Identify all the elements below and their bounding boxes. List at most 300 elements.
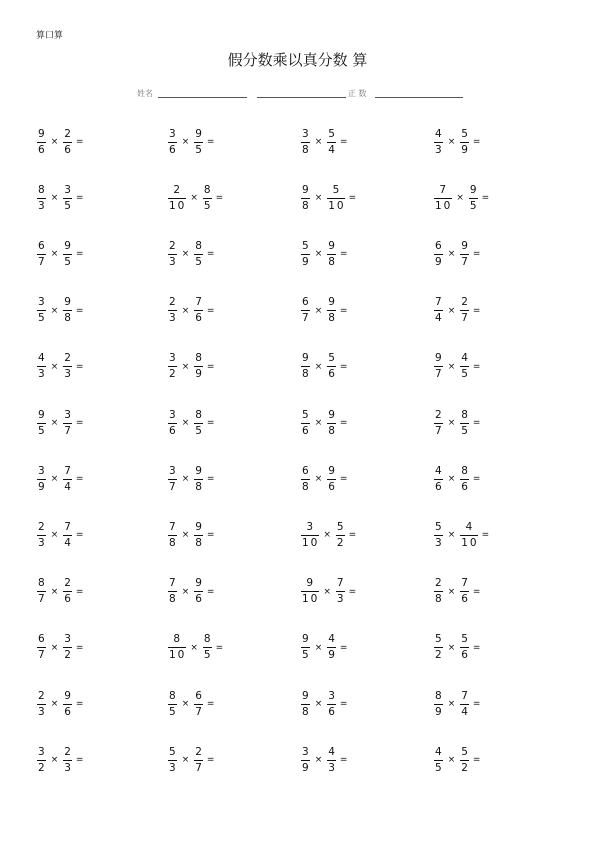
fraction xyxy=(433,240,444,269)
problem-item xyxy=(167,122,214,162)
denominator: 10 xyxy=(169,649,187,662)
fraction-bar xyxy=(63,647,72,648)
fraction-bar xyxy=(460,479,469,480)
numerator: 3 xyxy=(64,183,73,196)
numerator: 9 xyxy=(461,239,470,252)
fraction xyxy=(459,465,470,494)
equals-sign: = xyxy=(472,418,481,428)
times-sign: × xyxy=(50,305,59,316)
fraction-bar xyxy=(327,254,336,255)
problem-item xyxy=(300,740,347,780)
numerator: 3 xyxy=(302,745,311,758)
times-sign: × xyxy=(181,418,190,428)
fraction xyxy=(459,577,470,606)
problem-item xyxy=(433,628,480,668)
numerator: 9 xyxy=(195,464,204,477)
equals-sign: = xyxy=(75,755,84,766)
numerator: 8 xyxy=(38,183,47,196)
numerator: 7 xyxy=(64,464,73,477)
numerator: 8 xyxy=(461,408,470,421)
numerator: 6 xyxy=(302,296,311,309)
fraction-bar xyxy=(194,479,203,480)
numerator: 4 xyxy=(328,633,337,646)
equals-sign: = xyxy=(339,361,348,372)
equals-sign: = xyxy=(472,699,481,709)
fraction-bar xyxy=(301,647,310,648)
numerator: 5 xyxy=(435,633,444,646)
equals-sign: = xyxy=(348,586,357,597)
times-sign: × xyxy=(181,249,190,260)
problem-item xyxy=(36,291,83,331)
fraction-bar xyxy=(37,647,46,648)
fraction xyxy=(433,128,444,157)
header-tag: 算口算 xyxy=(36,31,64,41)
problem-item xyxy=(300,178,356,218)
denominator: 2 xyxy=(336,536,346,549)
fraction xyxy=(433,521,444,550)
equals-sign: = xyxy=(206,305,215,316)
fraction-bar xyxy=(301,198,310,199)
fraction-bar xyxy=(168,142,177,143)
name-label: 姓名 xyxy=(137,89,153,98)
fraction-bar xyxy=(460,647,469,648)
equals-sign: = xyxy=(75,418,84,428)
fraction-bar xyxy=(37,366,46,367)
denominator: 3 xyxy=(64,761,73,774)
denominator: 3 xyxy=(38,705,47,718)
denominator: 5 xyxy=(38,312,47,325)
equals-sign: = xyxy=(206,418,215,428)
fraction-bar xyxy=(194,423,203,424)
fraction-bar xyxy=(327,366,336,367)
problem-item xyxy=(167,459,214,499)
numerator: 2 xyxy=(169,296,178,309)
fraction-bar xyxy=(460,704,469,705)
fraction xyxy=(36,633,47,662)
fraction-bar xyxy=(37,591,46,592)
fraction-bar xyxy=(327,142,336,143)
fraction-bar xyxy=(194,535,203,536)
denominator: 6 xyxy=(435,480,444,493)
fraction xyxy=(433,184,452,213)
fraction xyxy=(193,240,204,269)
numerator: 9 xyxy=(302,352,311,365)
numerator: 6 xyxy=(302,464,311,477)
problem-item xyxy=(36,628,83,668)
fraction-bar xyxy=(168,591,177,592)
fraction xyxy=(202,184,213,213)
fraction-bar xyxy=(37,704,46,705)
fraction xyxy=(459,296,470,325)
fraction-bar xyxy=(301,760,310,761)
equals-sign: = xyxy=(206,361,215,372)
fraction xyxy=(36,577,47,606)
times-sign: × xyxy=(50,193,59,204)
numerator: 4 xyxy=(435,127,444,140)
equals-sign: = xyxy=(75,586,84,597)
numerator: 9 xyxy=(64,689,73,702)
problem-item xyxy=(167,178,223,218)
numerator: 5 xyxy=(461,127,470,140)
equals-sign: = xyxy=(75,530,84,541)
fraction-bar xyxy=(434,591,443,592)
numerator: 6 xyxy=(38,239,47,252)
times-sign: × xyxy=(447,530,456,541)
denominator: 10 xyxy=(169,199,187,212)
denominator: 7 xyxy=(302,312,311,325)
equals-sign: = xyxy=(339,305,348,316)
fraction-bar xyxy=(37,254,46,255)
fraction-bar xyxy=(194,254,203,255)
denominator: 5 xyxy=(203,649,213,662)
numerator: 2 xyxy=(195,745,204,758)
equals-sign: = xyxy=(339,699,348,709)
problem-item xyxy=(433,291,480,331)
denominator: 3 xyxy=(38,536,47,549)
numerator: 9 xyxy=(469,183,479,196)
numerator: 8 xyxy=(169,689,178,702)
denominator: 9 xyxy=(435,705,444,718)
numerator: 2 xyxy=(64,745,73,758)
times-sign: × xyxy=(314,249,323,260)
denominator: 6 xyxy=(328,705,337,718)
fraction-bar xyxy=(434,142,443,143)
fraction-bar xyxy=(434,254,443,255)
fraction-bar xyxy=(168,535,177,536)
fraction xyxy=(36,521,47,550)
fraction xyxy=(36,352,47,381)
denominator: 3 xyxy=(328,761,337,774)
problem-item xyxy=(36,178,83,218)
fraction-bar xyxy=(327,704,336,705)
denominator: 8 xyxy=(328,424,337,437)
denominator: 3 xyxy=(64,368,73,381)
denominator: 7 xyxy=(38,649,47,662)
fraction xyxy=(36,296,47,325)
equals-sign: = xyxy=(206,249,215,260)
problem-item xyxy=(433,572,480,612)
equals-sign: = xyxy=(206,755,215,766)
problem-item xyxy=(433,684,480,724)
equals-sign: = xyxy=(339,755,348,766)
denominator: 10 xyxy=(302,593,320,606)
fraction-bar xyxy=(37,310,46,311)
denominator: 6 xyxy=(38,143,47,156)
problem-item xyxy=(167,740,214,780)
numerator: 3 xyxy=(38,745,47,758)
denominator: 3 xyxy=(435,536,444,549)
times-sign: × xyxy=(181,361,190,372)
denominator: 7 xyxy=(435,424,444,437)
fraction-bar xyxy=(63,535,72,536)
fraction-bar xyxy=(37,760,46,761)
numerator: 9 xyxy=(195,577,204,590)
times-sign: × xyxy=(314,137,323,147)
fraction xyxy=(433,352,444,381)
fraction-bar xyxy=(434,198,452,199)
numerator: 8 xyxy=(203,633,213,646)
equals-sign: = xyxy=(75,699,84,709)
fraction-bar xyxy=(63,254,72,255)
numerator: 8 xyxy=(195,352,204,365)
fraction xyxy=(433,577,444,606)
denominator: 5 xyxy=(469,199,479,212)
fraction xyxy=(433,465,444,494)
fraction-bar xyxy=(194,142,203,143)
fraction xyxy=(167,633,186,662)
fraction-bar xyxy=(301,423,310,424)
times-sign: × xyxy=(314,755,323,766)
numerator: 8 xyxy=(435,689,444,702)
times-sign: × xyxy=(323,586,331,597)
equals-sign: = xyxy=(481,193,490,204)
problem-item xyxy=(433,122,480,162)
times-sign: × xyxy=(456,193,464,204)
fraction-bar xyxy=(301,535,319,536)
equals-sign: = xyxy=(75,361,84,372)
denominator: 5 xyxy=(195,255,204,268)
times-sign: × xyxy=(50,586,59,597)
numerator: 8 xyxy=(461,464,470,477)
numerator: 2 xyxy=(435,408,444,421)
problem-item xyxy=(167,291,214,331)
fraction-bar xyxy=(168,254,177,255)
denominator: 5 xyxy=(195,143,204,156)
fraction xyxy=(326,128,337,157)
problem-item xyxy=(300,572,356,612)
times-sign: × xyxy=(447,755,456,766)
fraction xyxy=(36,240,47,269)
fraction-bar xyxy=(203,647,212,648)
numerator: 2 xyxy=(38,689,47,702)
equals-sign: = xyxy=(206,474,215,485)
denominator: 8 xyxy=(302,368,311,381)
fraction xyxy=(167,128,178,157)
problem-item xyxy=(433,740,480,780)
denominator: 9 xyxy=(328,649,337,662)
equals-sign: = xyxy=(75,137,84,147)
denominator: 5 xyxy=(461,424,470,437)
fraction-bar xyxy=(301,366,310,367)
fraction xyxy=(300,240,311,269)
denominator: 5 xyxy=(64,199,73,212)
denominator: 5 xyxy=(302,649,311,662)
numerator: 8 xyxy=(38,577,47,590)
denominator: 8 xyxy=(195,480,204,493)
fraction-bar xyxy=(460,310,469,311)
numerator: 8 xyxy=(203,183,213,196)
equals-sign: = xyxy=(339,642,348,653)
numerator: 3 xyxy=(169,464,178,477)
fraction xyxy=(167,465,178,494)
denominator: 4 xyxy=(64,480,73,493)
denominator: 3 xyxy=(38,199,47,212)
fraction-bar xyxy=(37,479,46,480)
numerator: 9 xyxy=(306,577,316,590)
fraction xyxy=(62,409,73,438)
fraction-bar xyxy=(203,198,212,199)
equals-sign: = xyxy=(206,137,215,147)
numerator: 3 xyxy=(169,408,178,421)
fraction xyxy=(167,296,178,325)
equals-sign: = xyxy=(75,249,84,260)
fraction xyxy=(300,128,311,157)
fraction xyxy=(326,352,337,381)
fraction-bar xyxy=(336,591,345,592)
fraction xyxy=(193,465,204,494)
fraction xyxy=(300,633,311,662)
times-sign: × xyxy=(447,642,456,653)
equals-sign: = xyxy=(472,249,481,260)
times-sign: × xyxy=(190,642,198,653)
equals-sign: = xyxy=(75,193,84,204)
score-label: 正 数 xyxy=(348,89,367,98)
fraction xyxy=(459,352,470,381)
problem-item xyxy=(300,291,347,331)
denominator: 8 xyxy=(302,199,311,212)
numerator: 5 xyxy=(332,183,342,196)
numerator: 9 xyxy=(64,239,73,252)
numerator: 5 xyxy=(169,745,178,758)
denominator: 2 xyxy=(461,761,470,774)
numerator: 5 xyxy=(328,352,337,365)
times-sign: × xyxy=(314,474,323,485)
numerator: 3 xyxy=(64,633,73,646)
fraction xyxy=(62,465,73,494)
equals-sign: = xyxy=(348,530,357,541)
denominator: 9 xyxy=(38,480,47,493)
times-sign: × xyxy=(50,642,59,653)
times-sign: × xyxy=(314,418,323,428)
equals-sign: = xyxy=(472,474,481,485)
times-sign: × xyxy=(323,530,331,541)
fraction xyxy=(459,521,478,550)
problem-item xyxy=(36,347,83,387)
denominator: 7 xyxy=(195,761,204,774)
fraction-bar xyxy=(301,479,310,480)
fraction-bar xyxy=(460,254,469,255)
numerator: 3 xyxy=(306,520,316,533)
times-sign: × xyxy=(447,137,456,147)
numerator: 7 xyxy=(64,520,73,533)
fraction-bar xyxy=(460,423,469,424)
equals-sign: = xyxy=(472,137,481,147)
problem-item xyxy=(433,459,480,499)
times-sign: × xyxy=(50,137,59,147)
fraction xyxy=(300,409,311,438)
fraction-bar xyxy=(37,423,46,424)
fraction xyxy=(36,184,47,213)
fraction xyxy=(62,633,73,662)
fraction-bar xyxy=(63,310,72,311)
denominator: 2 xyxy=(38,761,47,774)
equals-sign: = xyxy=(206,699,215,709)
problem-item xyxy=(36,459,83,499)
times-sign: × xyxy=(181,755,190,766)
fraction-bar xyxy=(63,366,72,367)
times-sign: × xyxy=(50,474,59,485)
fraction xyxy=(62,240,73,269)
equals-sign: = xyxy=(339,249,348,260)
numerator: 7 xyxy=(435,296,444,309)
fraction-bar xyxy=(336,535,345,536)
problem-item xyxy=(300,403,347,443)
fraction-bar xyxy=(194,591,203,592)
fraction-bar xyxy=(460,535,478,536)
fraction-bar xyxy=(63,423,72,424)
denominator: 3 xyxy=(169,761,178,774)
numerator: 6 xyxy=(435,239,444,252)
problem-item xyxy=(300,459,347,499)
denominator: 3 xyxy=(169,255,178,268)
denominator: 8 xyxy=(328,312,337,325)
denominator: 7 xyxy=(38,593,47,606)
fraction-bar xyxy=(327,647,336,648)
times-sign: × xyxy=(447,418,456,428)
numerator: 5 xyxy=(328,127,337,140)
denominator: 5 xyxy=(461,368,470,381)
fraction-bar xyxy=(434,366,443,367)
equals-sign: = xyxy=(206,586,215,597)
numerator: 2 xyxy=(461,296,470,309)
fraction-bar xyxy=(434,647,443,648)
denominator: 6 xyxy=(64,143,73,156)
fraction-bar xyxy=(460,366,469,367)
fraction-bar xyxy=(168,423,177,424)
numerator: 7 xyxy=(461,689,470,702)
fraction xyxy=(326,296,337,325)
numerator: 5 xyxy=(435,520,444,533)
fraction-bar xyxy=(460,760,469,761)
fraction-bar xyxy=(460,591,469,592)
numerator: 4 xyxy=(435,464,444,477)
fraction-bar xyxy=(327,198,345,199)
fraction xyxy=(326,184,345,213)
fraction xyxy=(193,409,204,438)
fraction xyxy=(167,521,178,550)
fraction-bar xyxy=(168,479,177,480)
denominator: 7 xyxy=(169,480,178,493)
numerator: 9 xyxy=(302,633,311,646)
denominator: 9 xyxy=(302,255,311,268)
times-sign: × xyxy=(50,249,59,260)
denominator: 6 xyxy=(328,368,337,381)
problem-item xyxy=(433,178,489,218)
equals-sign: = xyxy=(75,305,84,316)
times-sign: × xyxy=(50,361,59,372)
problem-item xyxy=(300,684,347,724)
numerator: 2 xyxy=(64,352,73,365)
denominator: 2 xyxy=(169,368,178,381)
denominator: 6 xyxy=(461,480,470,493)
numerator: 9 xyxy=(302,183,311,196)
denominator: 4 xyxy=(64,536,73,549)
numerator: 9 xyxy=(195,520,204,533)
fraction-bar xyxy=(434,423,443,424)
denominator: 6 xyxy=(195,312,204,325)
fraction-bar xyxy=(168,647,186,648)
denominator: 5 xyxy=(203,199,213,212)
numerator: 6 xyxy=(38,633,47,646)
denominator: 8 xyxy=(169,593,178,606)
times-sign: × xyxy=(50,418,59,428)
fraction-bar xyxy=(327,479,336,480)
denominator: 2 xyxy=(64,649,73,662)
fraction xyxy=(300,465,311,494)
denominator: 7 xyxy=(461,312,470,325)
problem-item xyxy=(433,403,480,443)
equals-sign: = xyxy=(215,193,224,204)
